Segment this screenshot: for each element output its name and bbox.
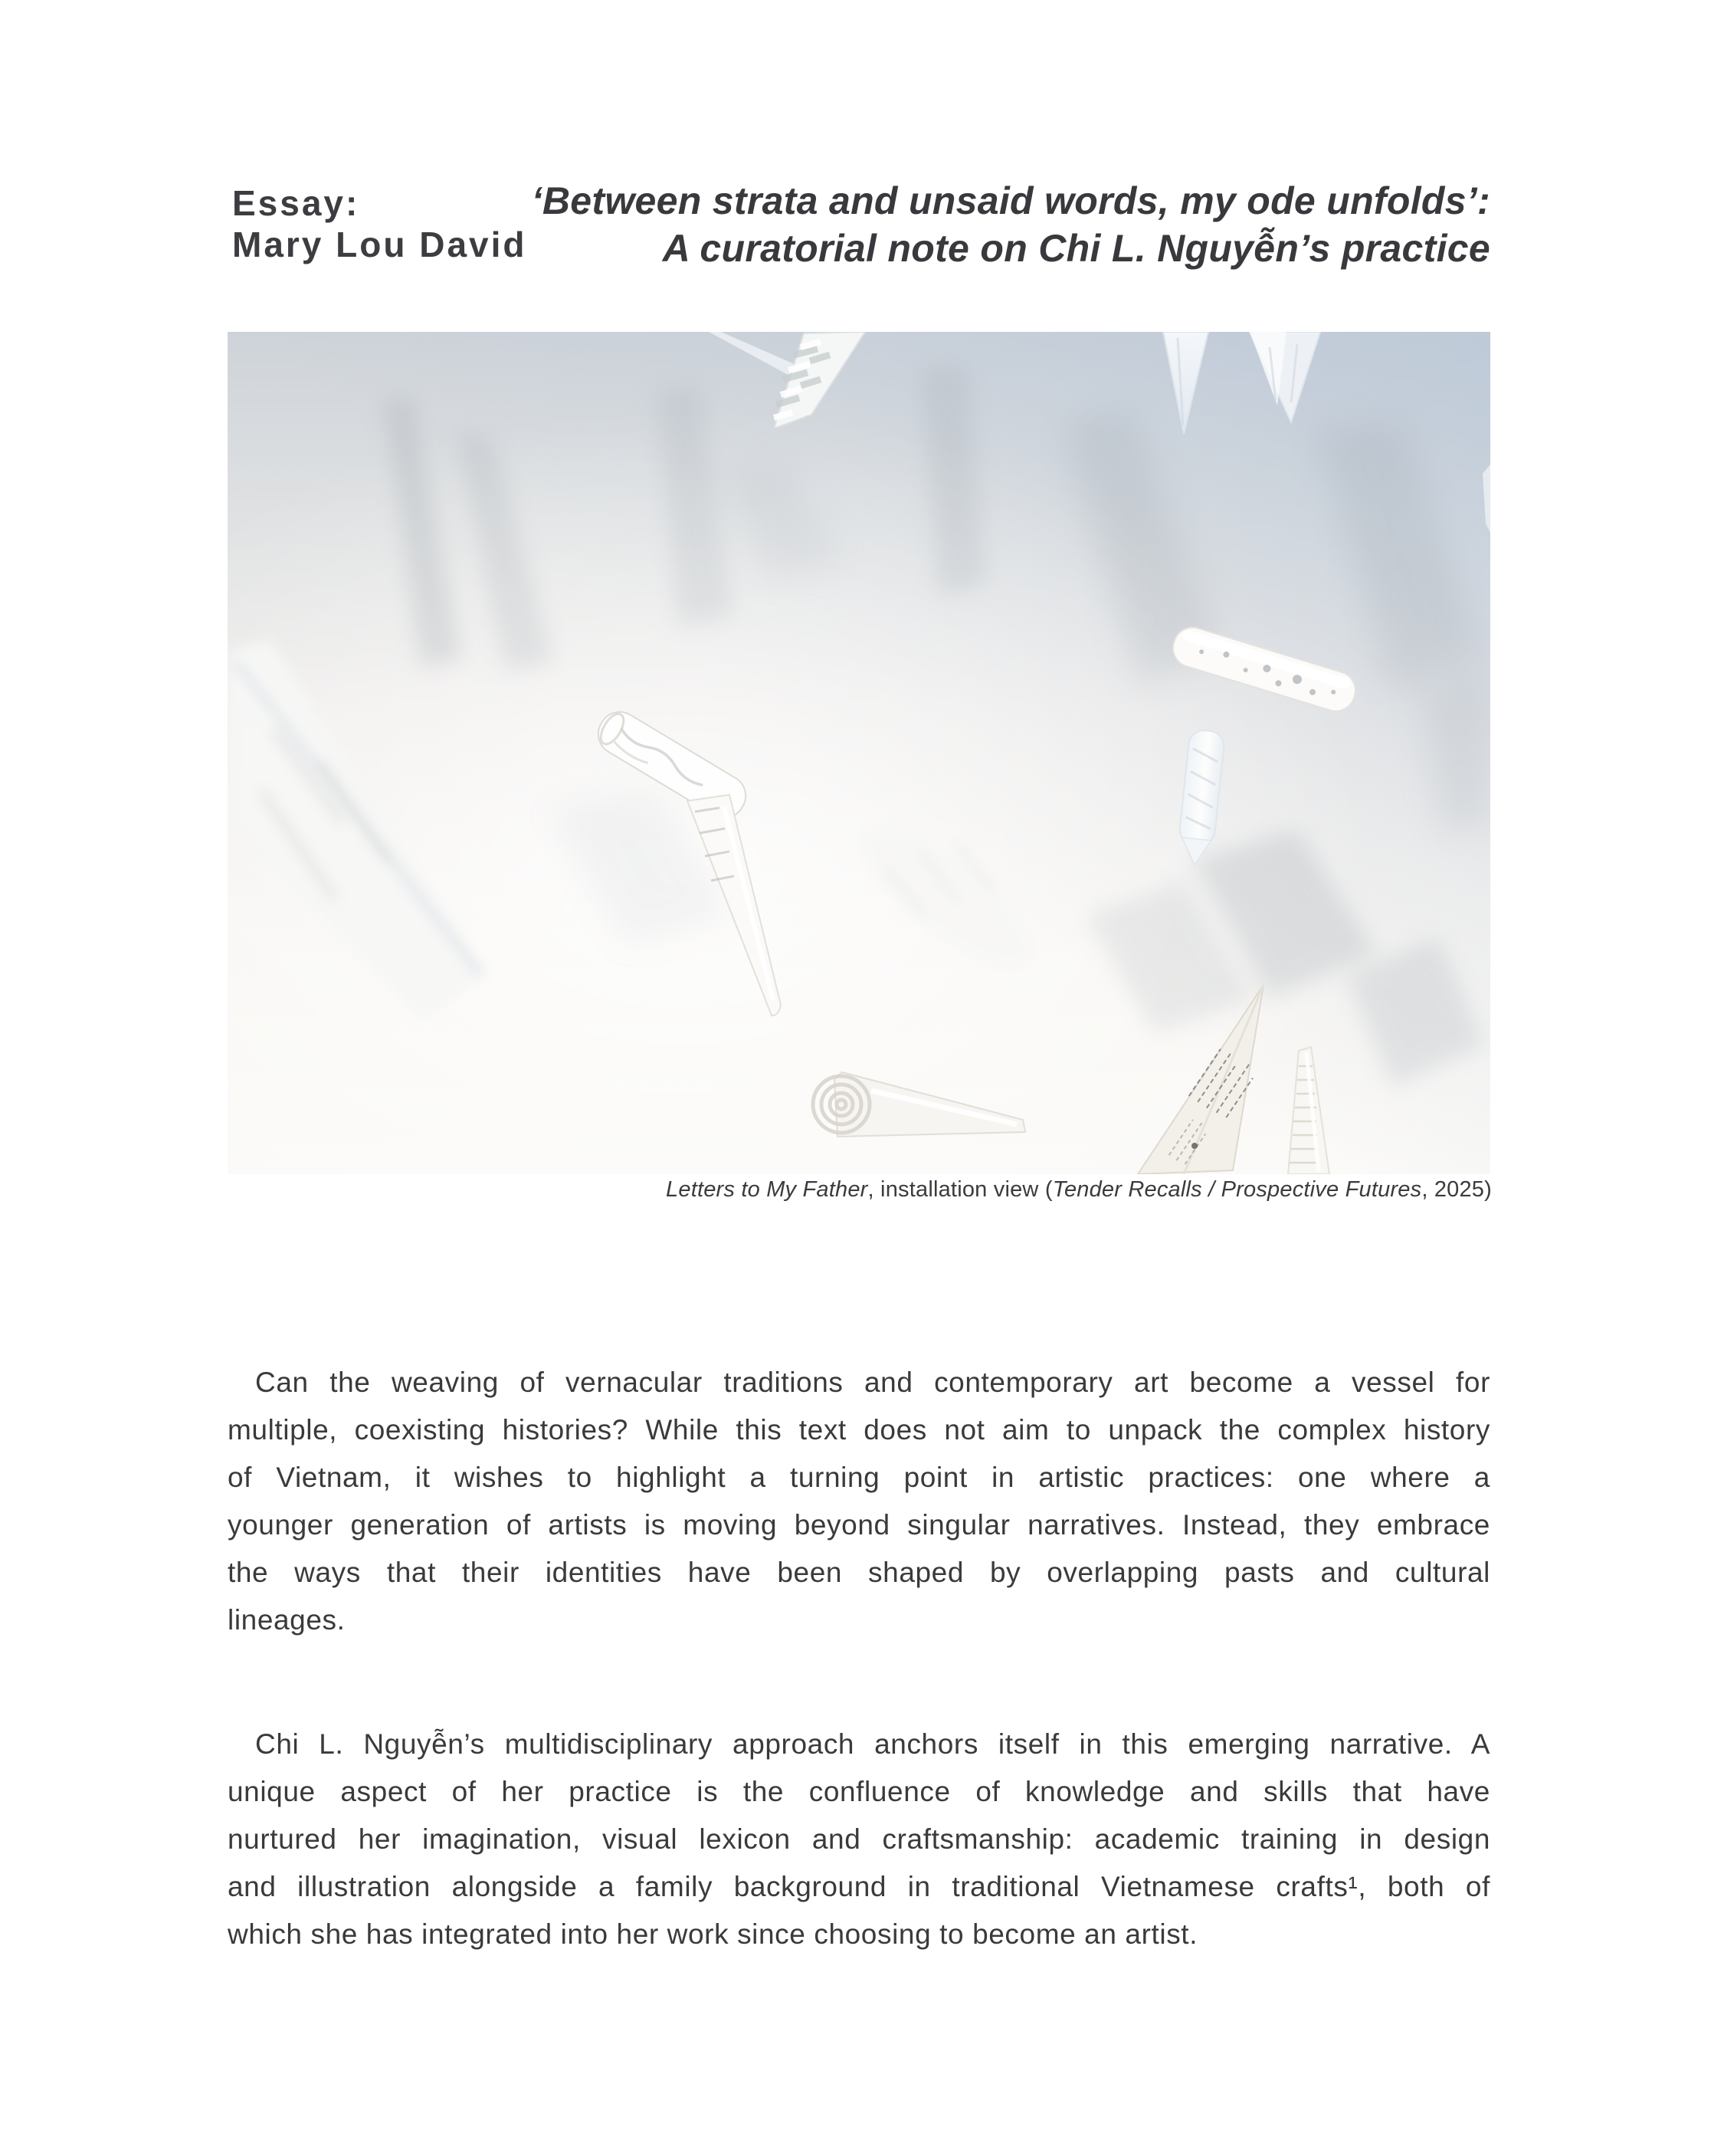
- body-text-line: lineages.: [228, 1604, 346, 1636]
- paragraph-2: [228, 1721, 1490, 1958]
- body-text-line: Chi L. Nguyễn’s multidisciplinary approach anchors itself in this emerging narrative. A: [255, 1728, 1490, 1760]
- body-text-line: unique aspect of her practice is the confluence of knowledge and skills that have: [228, 1776, 1490, 1807]
- body-text-line: nurtured her imagination, visual lexicon and craftsmanship: academic training in design: [228, 1823, 1490, 1855]
- essay-title-line1: ‘Between strata and unsaid words, my ode unfolds’:: [531, 179, 1490, 222]
- caption-exhibition: Tender Recalls / Prospective Futures: [1052, 1177, 1422, 1202]
- author-name: Mary Lou David: [232, 225, 527, 264]
- body-text-line: the ways that their identities have been shaped by overlapping pasts and cultural: [228, 1557, 1490, 1588]
- paragraph-1: [228, 1359, 1490, 1644]
- figure-caption: [228, 1176, 1492, 1204]
- essay-body: [228, 1359, 1490, 1958]
- body-text-line: multiple, coexisting histories? While this text does not aim to unpack the complex history: [228, 1414, 1490, 1446]
- caption-middle: , installation view (: [867, 1177, 1053, 1202]
- installation-photo: [228, 332, 1490, 1174]
- body-text-line: and illustration alongside a family background in traditional Vietnamese crafts¹, both of: [228, 1871, 1490, 1902]
- body-text-line: of Vietnam, it wishes to highlight a turning point in artistic practices: one where a: [228, 1462, 1490, 1493]
- caption-work-title: Letters to My Father: [666, 1177, 868, 1202]
- body-text-line: Can the weaving of vernacular traditions and contemporary art become a vessel for: [255, 1367, 1490, 1398]
- body-text-line: which she has integrated into her work since choosing to become an artist.: [228, 1918, 1198, 1950]
- essay-label: Essay:: [232, 183, 360, 223]
- body-text-line: younger generation of artists is moving beyond singular narratives. Instead, they embrace: [228, 1509, 1490, 1541]
- essay-title-line2: A curatorial note on Chi L. Nguyễn’s practice: [662, 227, 1490, 270]
- installation-photo-art: [228, 332, 1490, 1174]
- essay-title: [418, 177, 1490, 272]
- caption-end: , 2025): [1421, 1177, 1492, 1202]
